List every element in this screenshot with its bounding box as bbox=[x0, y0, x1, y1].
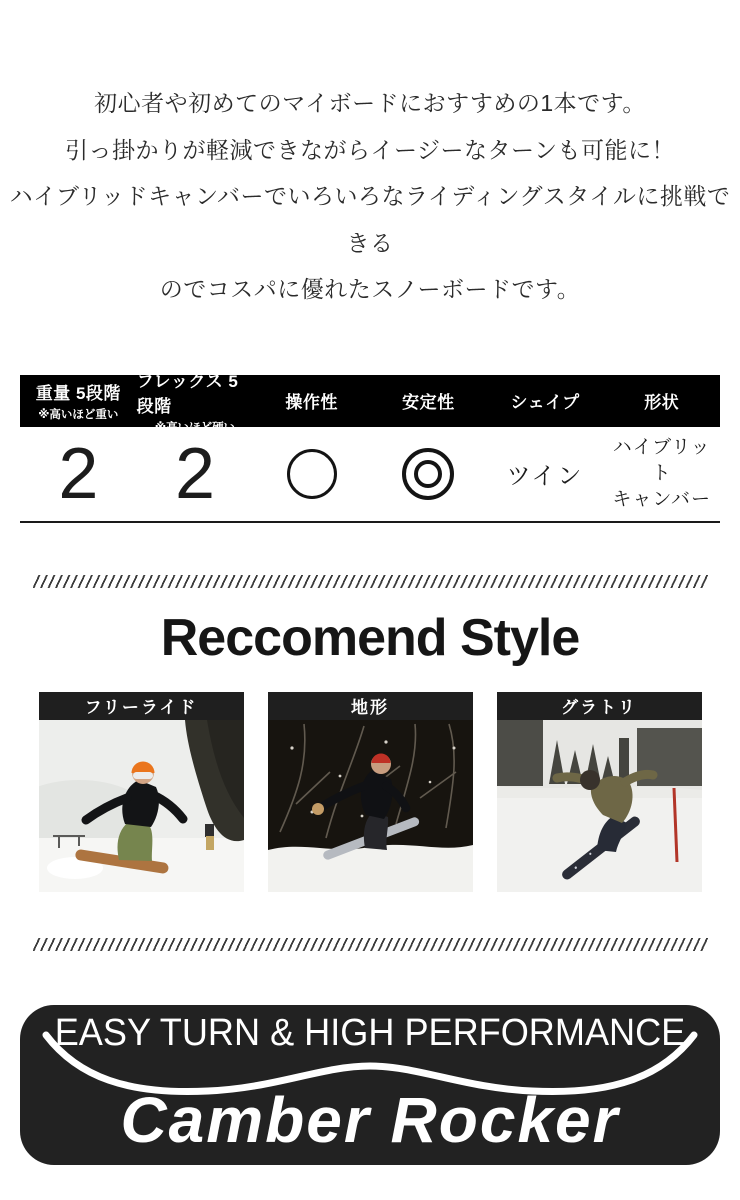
spec-header-profile bbox=[603, 388, 720, 413]
spec-table bbox=[20, 371, 720, 523]
spec-header-row bbox=[20, 371, 720, 434]
intro-line-1: 初心者や初めてのマイボードにおすすめの1本です。 bbox=[94, 90, 646, 116]
single-circle-icon bbox=[287, 449, 337, 499]
spec-header-label: 安定性 bbox=[402, 393, 455, 412]
spec-values-row bbox=[20, 427, 720, 521]
spec-header-flex bbox=[137, 367, 254, 435]
ground-trick-photo-illustration bbox=[497, 720, 702, 892]
spec-header-label: 重量 5段階 bbox=[35, 384, 121, 403]
spec-value-profile-line1: ハイブリット bbox=[612, 436, 711, 484]
photo-terrain bbox=[268, 692, 473, 892]
hatch-divider-top bbox=[33, 575, 708, 588]
spec-header-handling bbox=[253, 388, 370, 413]
recommend-style-photos bbox=[0, 692, 740, 892]
spec-header-note: ※高いほど硬い bbox=[154, 421, 236, 434]
photo-label-freeride: フリーライド bbox=[39, 692, 244, 720]
banner-tagline: EASY TURN & HIGH PERFORMANCE bbox=[54, 1011, 686, 1054]
spec-value-profile-line2: キャンバー bbox=[612, 488, 712, 510]
spec-value-stability bbox=[370, 448, 487, 500]
photo-ground-trick bbox=[497, 692, 702, 892]
spec-header-label: フレックス 5段階 bbox=[136, 371, 239, 416]
spec-header-label: シェイプ bbox=[510, 393, 580, 412]
spec-header-shape bbox=[487, 388, 604, 413]
spec-header-label: 形状 bbox=[644, 393, 680, 412]
intro-line-3: ハイブリッドキャンバーでいろいろなライディングスタイルに挑戦できる bbox=[9, 183, 731, 256]
spec-value-profile bbox=[603, 435, 720, 513]
photo-label-terrain: 地形 bbox=[268, 692, 473, 720]
spec-header-label: 操作性 bbox=[285, 393, 338, 412]
spec-header-weight bbox=[20, 379, 137, 422]
spec-value-shape: ツイン bbox=[506, 463, 584, 490]
intro-text bbox=[0, 0, 740, 313]
freeride-photo-illustration bbox=[39, 720, 244, 892]
camber-rocker-banner bbox=[20, 1005, 720, 1165]
terrain-photo-illustration bbox=[268, 720, 473, 892]
spec-bottom-rule bbox=[20, 521, 720, 523]
photo-freeride bbox=[39, 692, 244, 892]
intro-line-2: 引っ掛かりが軽減できながらイージーなターンも可能に！ bbox=[64, 136, 676, 163]
banner-title: Camber Rocker bbox=[120, 1083, 620, 1156]
hatch-divider-bottom bbox=[33, 938, 708, 951]
spec-header-stability bbox=[370, 388, 487, 413]
intro-line-4: のでコスパに優れたスノーボードです。 bbox=[159, 276, 581, 302]
recommend-style-title: Reccomend Style bbox=[160, 608, 580, 667]
photo-label-ground-trick: グラトリ bbox=[497, 692, 702, 720]
double-circle-icon bbox=[402, 448, 454, 500]
spec-value-weight: 2 bbox=[58, 433, 99, 514]
spec-value-flex: 2 bbox=[174, 433, 216, 514]
spec-header-note: ※高いほど重い bbox=[38, 409, 119, 421]
spec-value-handling bbox=[253, 449, 370, 499]
